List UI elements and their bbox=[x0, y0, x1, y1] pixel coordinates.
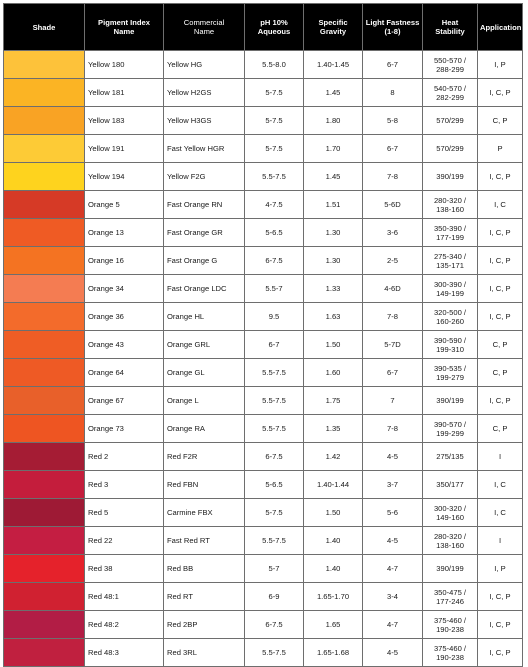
table-row bbox=[4, 583, 523, 611]
commercial-name-cell: Orange L bbox=[164, 387, 245, 415]
heat-stability-cell: 570/299 bbox=[423, 107, 478, 135]
shade-swatch bbox=[4, 51, 84, 78]
heat-stability-cell: 540-570 / 282-299 bbox=[423, 79, 478, 107]
commercial-name-cell: Red BB bbox=[164, 555, 245, 583]
pigment-index-cell: Orange 36 bbox=[85, 303, 164, 331]
heat-stability-cell: 550-570 / 288-299 bbox=[423, 51, 478, 79]
specific-gravity-cell: 1.45 bbox=[304, 163, 363, 191]
pigment-index-cell: Yellow 194 bbox=[85, 163, 164, 191]
pigment-index-cell: Red 48:3 bbox=[85, 639, 164, 667]
light-fastness-cell: 4-7 bbox=[363, 611, 423, 639]
shade-swatch-cell bbox=[4, 443, 85, 471]
commercial-name-cell: Fast Orange RN bbox=[164, 191, 245, 219]
ph-cell: 5-6.5 bbox=[245, 219, 304, 247]
commercial-name-cell: Red RT bbox=[164, 583, 245, 611]
heat-stability-cell: 390-535 / 199-279 bbox=[423, 359, 478, 387]
pigment-index-cell: Red 38 bbox=[85, 555, 164, 583]
table-row bbox=[4, 275, 523, 303]
application-cell: I, C, P bbox=[478, 79, 523, 107]
application-cell: I, C, P bbox=[478, 163, 523, 191]
table-row bbox=[4, 331, 523, 359]
shade-swatch-cell bbox=[4, 583, 85, 611]
ph-cell: 5-6.5 bbox=[245, 471, 304, 499]
application-cell: C, P bbox=[478, 415, 523, 443]
shade-swatch bbox=[4, 303, 84, 330]
application-cell: I, C, P bbox=[478, 303, 523, 331]
shade-swatch bbox=[4, 499, 84, 526]
application-cell: I, C, P bbox=[478, 583, 523, 611]
light-fastness-cell: 5-8 bbox=[363, 107, 423, 135]
table-row bbox=[4, 135, 523, 163]
heat-stability-cell: 280-320 / 138-160 bbox=[423, 527, 478, 555]
table-row bbox=[4, 527, 523, 555]
ph-cell: 6-7.5 bbox=[245, 443, 304, 471]
shade-swatch-cell bbox=[4, 359, 85, 387]
commercial-name-cell: Fast Orange LDC bbox=[164, 275, 245, 303]
specific-gravity-cell: 1.70 bbox=[304, 135, 363, 163]
specific-gravity-cell: 1.50 bbox=[304, 331, 363, 359]
table-row bbox=[4, 359, 523, 387]
application-cell: I, C bbox=[478, 499, 523, 527]
table-body bbox=[4, 51, 523, 667]
shade-swatch bbox=[4, 359, 84, 386]
pigment-index-cell: Red 48:1 bbox=[85, 583, 164, 611]
pigment-index-cell: Yellow 183 bbox=[85, 107, 164, 135]
shade-swatch-cell bbox=[4, 51, 85, 79]
specific-gravity-cell: 1.42 bbox=[304, 443, 363, 471]
shade-swatch-cell bbox=[4, 415, 85, 443]
table-row bbox=[4, 611, 523, 639]
specific-gravity-cell: 1.40-1.45 bbox=[304, 51, 363, 79]
specific-gravity-cell: 1.63 bbox=[304, 303, 363, 331]
heat-stability-cell: 320-500 / 160-260 bbox=[423, 303, 478, 331]
application-cell: I, P bbox=[478, 555, 523, 583]
commercial-name-cell: Fast Orange G bbox=[164, 247, 245, 275]
application-cell: I, C, P bbox=[478, 611, 523, 639]
shade-swatch bbox=[4, 191, 84, 218]
heat-stability-cell: 390/199 bbox=[423, 163, 478, 191]
header-specific-gravity: Specific Gravity bbox=[304, 4, 363, 51]
pigment-index-cell: Yellow 191 bbox=[85, 135, 164, 163]
table-row bbox=[4, 303, 523, 331]
header-pigment-index: Pigment Index Name bbox=[85, 4, 164, 51]
ph-cell: 5.5-7.5 bbox=[245, 387, 304, 415]
application-cell: I, C, P bbox=[478, 639, 523, 667]
application-cell: C, P bbox=[478, 359, 523, 387]
light-fastness-cell: 3-7 bbox=[363, 471, 423, 499]
ph-cell: 6-7 bbox=[245, 331, 304, 359]
shade-swatch-cell bbox=[4, 555, 85, 583]
light-fastness-cell: 4-5 bbox=[363, 527, 423, 555]
table-row bbox=[4, 163, 523, 191]
heat-stability-cell: 275-340 / 135-171 bbox=[423, 247, 478, 275]
table-row bbox=[4, 471, 523, 499]
specific-gravity-cell: 1.30 bbox=[304, 247, 363, 275]
shade-swatch-cell bbox=[4, 107, 85, 135]
table-row bbox=[4, 499, 523, 527]
specific-gravity-cell: 1.80 bbox=[304, 107, 363, 135]
light-fastness-cell: 4-5 bbox=[363, 443, 423, 471]
light-fastness-cell: 4-7 bbox=[363, 555, 423, 583]
shade-swatch bbox=[4, 107, 84, 134]
ph-cell: 5.5-8.0 bbox=[245, 51, 304, 79]
table-row bbox=[4, 79, 523, 107]
shade-swatch-cell bbox=[4, 499, 85, 527]
pigment-index-cell: Red 22 bbox=[85, 527, 164, 555]
table-row bbox=[4, 555, 523, 583]
table-row bbox=[4, 415, 523, 443]
commercial-name-cell: Fast Yellow HGR bbox=[164, 135, 245, 163]
application-cell: I, C, P bbox=[478, 219, 523, 247]
specific-gravity-cell: 1.40-1.44 bbox=[304, 471, 363, 499]
shade-swatch-cell bbox=[4, 163, 85, 191]
pigment-index-cell: Orange 43 bbox=[85, 331, 164, 359]
heat-stability-cell: 350/177 bbox=[423, 471, 478, 499]
commercial-name-cell: Red F2R bbox=[164, 443, 245, 471]
commercial-name-cell: Fast Red RT bbox=[164, 527, 245, 555]
specific-gravity-cell: 1.60 bbox=[304, 359, 363, 387]
specific-gravity-cell: 1.65-1.70 bbox=[304, 583, 363, 611]
pigment-index-cell: Red 2 bbox=[85, 443, 164, 471]
shade-swatch bbox=[4, 387, 84, 414]
table-row bbox=[4, 443, 523, 471]
light-fastness-cell: 6-7 bbox=[363, 135, 423, 163]
light-fastness-cell: 6-7 bbox=[363, 359, 423, 387]
specific-gravity-cell: 1.51 bbox=[304, 191, 363, 219]
shade-swatch bbox=[4, 163, 84, 190]
shade-swatch-cell bbox=[4, 303, 85, 331]
application-cell: C, P bbox=[478, 331, 523, 359]
pigment-index-cell: Orange 5 bbox=[85, 191, 164, 219]
shade-swatch bbox=[4, 471, 84, 498]
shade-swatch bbox=[4, 527, 84, 554]
application-cell: P bbox=[478, 135, 523, 163]
specific-gravity-cell: 1.45 bbox=[304, 79, 363, 107]
ph-cell: 5.5-7.5 bbox=[245, 639, 304, 667]
shade-swatch bbox=[4, 555, 84, 582]
shade-swatch bbox=[4, 611, 84, 638]
specific-gravity-cell: 1.40 bbox=[304, 555, 363, 583]
heat-stability-cell: 280-320 / 138-160 bbox=[423, 191, 478, 219]
commercial-name-cell: Orange RA bbox=[164, 415, 245, 443]
shade-swatch bbox=[4, 275, 84, 302]
specific-gravity-cell: 1.50 bbox=[304, 499, 363, 527]
specific-gravity-cell: 1.65 bbox=[304, 611, 363, 639]
commercial-name-cell: Yellow HG bbox=[164, 51, 245, 79]
heat-stability-cell: 350-390 / 177-199 bbox=[423, 219, 478, 247]
ph-cell: 9.5 bbox=[245, 303, 304, 331]
heat-stability-cell: 390-570 / 199-299 bbox=[423, 415, 478, 443]
commercial-name-cell: Red FBN bbox=[164, 471, 245, 499]
commercial-name-cell: Orange GL bbox=[164, 359, 245, 387]
pigment-index-cell: Orange 13 bbox=[85, 219, 164, 247]
light-fastness-cell: 4-5 bbox=[363, 639, 423, 667]
commercial-name-cell: Yellow F2G bbox=[164, 163, 245, 191]
shade-swatch-cell bbox=[4, 191, 85, 219]
header-application: Application bbox=[478, 4, 523, 51]
pigment-index-cell: Orange 64 bbox=[85, 359, 164, 387]
shade-swatch bbox=[4, 135, 84, 162]
shade-swatch-cell bbox=[4, 611, 85, 639]
table-row bbox=[4, 107, 523, 135]
light-fastness-cell: 3-6 bbox=[363, 219, 423, 247]
shade-swatch-cell bbox=[4, 275, 85, 303]
light-fastness-cell: 7-8 bbox=[363, 415, 423, 443]
header-row bbox=[4, 4, 523, 51]
ph-cell: 5.5-7.5 bbox=[245, 527, 304, 555]
heat-stability-cell: 390-590 / 199-310 bbox=[423, 331, 478, 359]
light-fastness-cell: 7-8 bbox=[363, 303, 423, 331]
table-row bbox=[4, 219, 523, 247]
light-fastness-cell: 2-5 bbox=[363, 247, 423, 275]
ph-cell: 5.5-7.5 bbox=[245, 359, 304, 387]
shade-swatch bbox=[4, 443, 84, 470]
ph-cell: 5-7.5 bbox=[245, 107, 304, 135]
heat-stability-cell: 375-460 / 190-238 bbox=[423, 639, 478, 667]
header-heat-stability: Heat Stability bbox=[423, 4, 478, 51]
shade-swatch-cell bbox=[4, 331, 85, 359]
application-cell: I, C, P bbox=[478, 275, 523, 303]
light-fastness-cell: 4-6D bbox=[363, 275, 423, 303]
shade-swatch bbox=[4, 415, 84, 442]
light-fastness-cell: 5-6 bbox=[363, 499, 423, 527]
application-cell: I, C bbox=[478, 471, 523, 499]
shade-swatch bbox=[4, 247, 84, 274]
ph-cell: 5-7.5 bbox=[245, 135, 304, 163]
shade-swatch-cell bbox=[4, 135, 85, 163]
heat-stability-cell: 300-390 / 149-199 bbox=[423, 275, 478, 303]
ph-cell: 4-7.5 bbox=[245, 191, 304, 219]
specific-gravity-cell: 1.65-1.68 bbox=[304, 639, 363, 667]
ph-cell: 6-7.5 bbox=[245, 611, 304, 639]
light-fastness-cell: 5-7D bbox=[363, 331, 423, 359]
pigment-index-cell: Orange 16 bbox=[85, 247, 164, 275]
header-ph: pH 10% Aqueous bbox=[245, 4, 304, 51]
light-fastness-cell: 7-8 bbox=[363, 163, 423, 191]
commercial-name-cell: Yellow H3GS bbox=[164, 107, 245, 135]
shade-swatch bbox=[4, 79, 84, 106]
application-cell: C, P bbox=[478, 107, 523, 135]
heat-stability-cell: 390/199 bbox=[423, 555, 478, 583]
specific-gravity-cell: 1.40 bbox=[304, 527, 363, 555]
shade-swatch-cell bbox=[4, 387, 85, 415]
light-fastness-cell: 3-4 bbox=[363, 583, 423, 611]
ph-cell: 5-7 bbox=[245, 555, 304, 583]
application-cell: I, C, P bbox=[478, 387, 523, 415]
shade-swatch bbox=[4, 331, 84, 358]
header-commercial-name: Commercial Name bbox=[164, 4, 245, 51]
ph-cell: 5.5-7.5 bbox=[245, 415, 304, 443]
pigment-index-cell: Yellow 181 bbox=[85, 79, 164, 107]
application-cell: I, C, P bbox=[478, 247, 523, 275]
heat-stability-cell: 390/199 bbox=[423, 387, 478, 415]
commercial-name-cell: Carmine FBX bbox=[164, 499, 245, 527]
table-row bbox=[4, 191, 523, 219]
commercial-name-cell: Red 3RL bbox=[164, 639, 245, 667]
ph-cell: 5.5-7.5 bbox=[245, 163, 304, 191]
shade-swatch-cell bbox=[4, 471, 85, 499]
commercial-name-cell: Red 2BP bbox=[164, 611, 245, 639]
specific-gravity-cell: 1.35 bbox=[304, 415, 363, 443]
commercial-name-cell: Fast Orange GR bbox=[164, 219, 245, 247]
ph-cell: 6-9 bbox=[245, 583, 304, 611]
shade-swatch bbox=[4, 219, 84, 246]
shade-swatch bbox=[4, 639, 84, 666]
shade-swatch-cell bbox=[4, 639, 85, 667]
light-fastness-cell: 5-6D bbox=[363, 191, 423, 219]
light-fastness-cell: 6-7 bbox=[363, 51, 423, 79]
ph-cell: 5.5-7 bbox=[245, 275, 304, 303]
heat-stability-cell: 275/135 bbox=[423, 443, 478, 471]
specific-gravity-cell: 1.33 bbox=[304, 275, 363, 303]
application-cell: I, P bbox=[478, 51, 523, 79]
pigment-index-cell: Orange 67 bbox=[85, 387, 164, 415]
pigment-index-cell: Orange 34 bbox=[85, 275, 164, 303]
pigment-table bbox=[3, 3, 523, 667]
shade-swatch-cell bbox=[4, 527, 85, 555]
pigment-index-cell: Red 5 bbox=[85, 499, 164, 527]
pigment-index-cell: Red 3 bbox=[85, 471, 164, 499]
pigment-index-cell: Yellow 180 bbox=[85, 51, 164, 79]
application-cell: I bbox=[478, 527, 523, 555]
header-light-fastness: Light Fastness (1-8) bbox=[363, 4, 423, 51]
table-row bbox=[4, 639, 523, 667]
commercial-name-cell: Yellow H2GS bbox=[164, 79, 245, 107]
header-shade: Shade bbox=[4, 4, 85, 51]
application-cell: I bbox=[478, 443, 523, 471]
shade-swatch-cell bbox=[4, 219, 85, 247]
heat-stability-cell: 300-320 / 149-160 bbox=[423, 499, 478, 527]
table-row bbox=[4, 387, 523, 415]
specific-gravity-cell: 1.75 bbox=[304, 387, 363, 415]
light-fastness-cell: 8 bbox=[363, 79, 423, 107]
specific-gravity-cell: 1.30 bbox=[304, 219, 363, 247]
light-fastness-cell: 7 bbox=[363, 387, 423, 415]
pigment-index-cell: Red 48:2 bbox=[85, 611, 164, 639]
ph-cell: 5-7.5 bbox=[245, 79, 304, 107]
ph-cell: 6-7.5 bbox=[245, 247, 304, 275]
heat-stability-cell: 570/299 bbox=[423, 135, 478, 163]
shade-swatch-cell bbox=[4, 247, 85, 275]
shade-swatch-cell bbox=[4, 79, 85, 107]
table-row bbox=[4, 51, 523, 79]
application-cell: I, C bbox=[478, 191, 523, 219]
heat-stability-cell: 350-475 / 177-246 bbox=[423, 583, 478, 611]
heat-stability-cell: 375-460 / 190-238 bbox=[423, 611, 478, 639]
ph-cell: 5-7.5 bbox=[245, 499, 304, 527]
pigment-index-cell: Orange 73 bbox=[85, 415, 164, 443]
shade-swatch bbox=[4, 583, 84, 610]
commercial-name-cell: Orange GRL bbox=[164, 331, 245, 359]
commercial-name-cell: Orange HL bbox=[164, 303, 245, 331]
table-row bbox=[4, 247, 523, 275]
